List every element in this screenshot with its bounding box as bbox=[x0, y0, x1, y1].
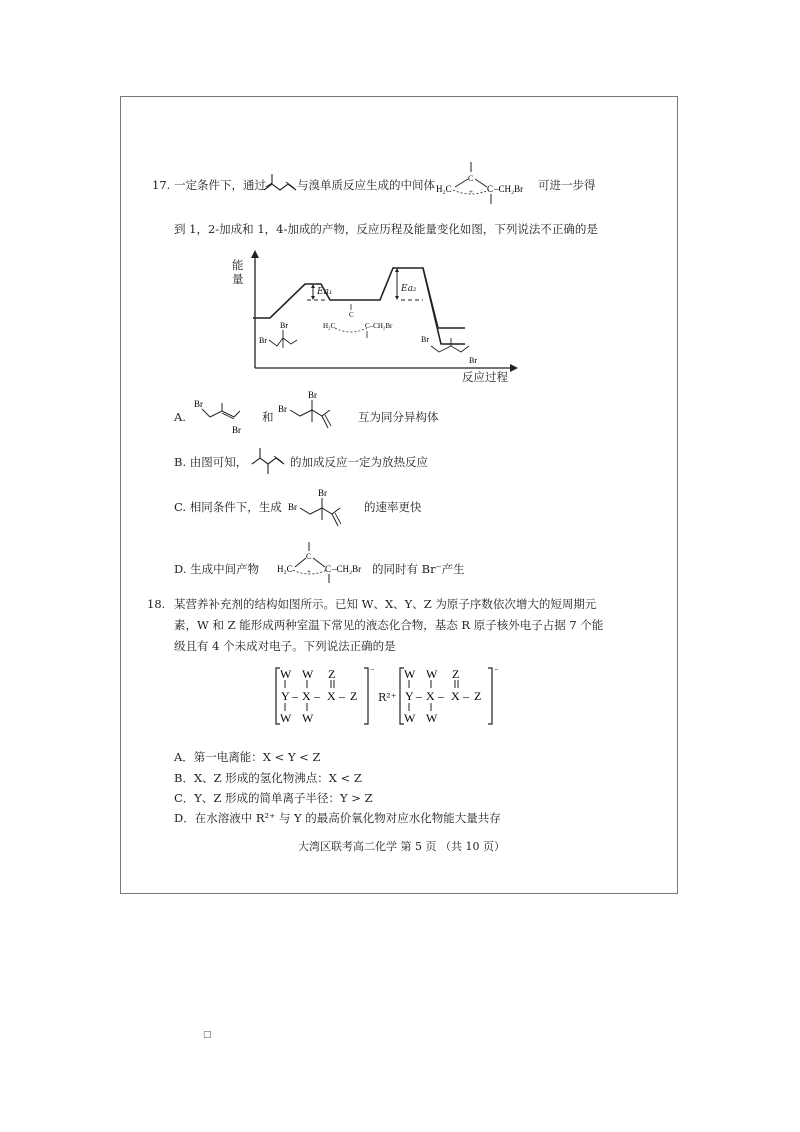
energy-profile-main bbox=[253, 268, 465, 328]
svg-text:H₂C: H₂C bbox=[277, 564, 293, 574]
q17-option-c-prefix: C. 相同条件下，生成 bbox=[174, 500, 282, 514]
svg-text:–: – bbox=[314, 689, 320, 703]
option-c-12-product bbox=[286, 484, 362, 532]
energy-diagram bbox=[225, 248, 525, 388]
q18-line3: 级且有 4 个未成对电子。下列说法正确的是 bbox=[174, 639, 396, 653]
q17-option-d-prefix: D. 生成中间产物 bbox=[174, 562, 260, 576]
svg-text:W: W bbox=[426, 711, 438, 725]
ea2-label: Ea₂ bbox=[401, 284, 417, 294]
svg-text:W: W bbox=[404, 667, 416, 681]
product-12-sketch bbox=[259, 321, 297, 348]
q17-line2: 到 1，2-加成和 1，4-加成的产物，反应历程及能量变化如图，下列说法不正确的是 bbox=[174, 222, 598, 236]
ea1-label: Ea₁ bbox=[317, 287, 333, 297]
isoprene-structure bbox=[262, 170, 298, 198]
q17-line1-b: 与溴单质反应生成的中间体 bbox=[297, 178, 435, 192]
right-anion-unit bbox=[400, 665, 499, 725]
svg-text:X: X bbox=[451, 689, 460, 703]
svg-text:Br: Br bbox=[318, 488, 327, 498]
svg-text:+: + bbox=[307, 568, 311, 576]
svg-text:C: C bbox=[306, 552, 312, 561]
svg-text:H₂C: H₂C bbox=[323, 322, 336, 330]
q17-line1-a: 一定条件下，通过 bbox=[174, 178, 266, 192]
svg-text:C: C bbox=[468, 174, 474, 183]
option-b-isoprene bbox=[250, 446, 286, 476]
svg-text:W: W bbox=[280, 711, 292, 725]
q18-option-d: D．在水溶液中 R²⁺ 与 Y 的最高价氧化物对应水化物能大量共存 bbox=[174, 811, 501, 825]
q17-line1-c: 可进一步得 bbox=[538, 178, 596, 192]
q17-option-b-suffix: 的加成反应一定为放热反应 bbox=[290, 455, 428, 469]
option-a-12-product bbox=[276, 388, 356, 436]
svg-text:Z: Z bbox=[350, 689, 358, 703]
svg-text:Br: Br bbox=[194, 399, 203, 409]
svg-text:Z: Z bbox=[328, 667, 336, 681]
q18-option-c: C．Y、Z 形成的简单离子半径：Y > Z bbox=[174, 791, 373, 805]
q18-number: 18. bbox=[147, 597, 166, 611]
svg-text:−: − bbox=[494, 665, 499, 674]
svg-text:W: W bbox=[280, 667, 292, 681]
svg-text:C: C bbox=[325, 564, 332, 574]
svg-text:W: W bbox=[404, 711, 416, 725]
svg-text:X: X bbox=[426, 689, 435, 703]
svg-text:Z: Z bbox=[474, 689, 482, 703]
q17-option-b-prefix: B. 由图可知， bbox=[174, 455, 248, 469]
q18-option-b: B．X、Z 形成的氢化物沸点：X < Z bbox=[174, 771, 362, 785]
svg-text:Br: Br bbox=[421, 335, 429, 344]
svg-text:C: C bbox=[349, 311, 354, 319]
intermediate-sketch bbox=[323, 304, 393, 338]
page-footer: 大湾区联考高二化学 第 5 页 （共 10 页） bbox=[298, 840, 505, 853]
svg-text:+: + bbox=[469, 188, 473, 196]
svg-text:Br: Br bbox=[308, 390, 317, 400]
svg-text:C: C bbox=[487, 184, 494, 194]
svg-text:–: – bbox=[416, 689, 422, 703]
q18-option-a: A．第一电离能：X < Y < Z bbox=[174, 750, 321, 764]
energy-axis-label-2: 量 bbox=[232, 272, 244, 286]
svg-text:Br: Br bbox=[288, 502, 297, 512]
svg-text:–: – bbox=[339, 689, 345, 703]
q18-line2: 素，W 和 Z 能形成两种室温下常见的液态化合物，基态 R 原子核外电子占据 7 个能 bbox=[174, 618, 604, 632]
y-axis-arrow bbox=[251, 250, 259, 258]
q17-number: 17. bbox=[152, 178, 171, 192]
svg-text:–CH₂Br: –CH₂Br bbox=[332, 564, 362, 574]
q18-line1: 某营养补充剂的结构如图所示。已知 W、X、Y、Z 为原子序数依次增大的短周期元 bbox=[174, 597, 597, 611]
svg-text:W: W bbox=[302, 667, 314, 681]
svg-text:Z: Z bbox=[452, 667, 460, 681]
svg-text:X: X bbox=[302, 689, 311, 703]
svg-text:Y: Y bbox=[405, 689, 414, 703]
svg-text:W: W bbox=[426, 667, 438, 681]
svg-text:C–CH₂Br: C–CH₂Br bbox=[365, 322, 393, 330]
product-14-sketch bbox=[421, 335, 477, 365]
svg-text:−: − bbox=[370, 665, 375, 674]
intermediate-cation-structure bbox=[435, 160, 535, 206]
q17-option-d-suffix: 的同时有 Br⁻产生 bbox=[372, 562, 465, 576]
svg-text:H₂C: H₂C bbox=[436, 184, 452, 194]
left-anion-unit bbox=[276, 665, 375, 725]
q17-option-a-suffix: 互为同分异构体 bbox=[358, 410, 439, 424]
svg-text:–: – bbox=[292, 689, 298, 703]
energy-axis-label-1: 能 bbox=[232, 258, 244, 272]
cation-label: R²⁺ bbox=[378, 691, 397, 704]
svg-text:W: W bbox=[302, 711, 314, 725]
q17-option-a-mid: 和 bbox=[262, 410, 274, 424]
svg-text:Br: Br bbox=[259, 336, 267, 345]
svg-text:–: – bbox=[463, 689, 469, 703]
option-a-14-product bbox=[192, 395, 254, 437]
q17-option-c-suffix: 的速率更快 bbox=[364, 500, 422, 514]
option-d-intermediate bbox=[276, 540, 372, 584]
svg-text:X: X bbox=[327, 689, 336, 703]
svg-text:Br: Br bbox=[232, 425, 241, 435]
stray-mark: □ bbox=[203, 1030, 212, 1040]
energy-profile-branch bbox=[423, 268, 465, 344]
reaction-progress-label: 反应过程 bbox=[462, 370, 508, 384]
q17-option-a-prefix: A. bbox=[174, 410, 186, 424]
svg-text:Br: Br bbox=[278, 404, 287, 414]
svg-text:Br: Br bbox=[469, 356, 477, 365]
svg-text:Br: Br bbox=[280, 321, 288, 330]
svg-text:–: – bbox=[438, 689, 444, 703]
x-axis-arrow bbox=[510, 364, 518, 372]
svg-text:Y: Y bbox=[281, 689, 290, 703]
svg-text:–CH₂Br: –CH₂Br bbox=[494, 184, 524, 194]
